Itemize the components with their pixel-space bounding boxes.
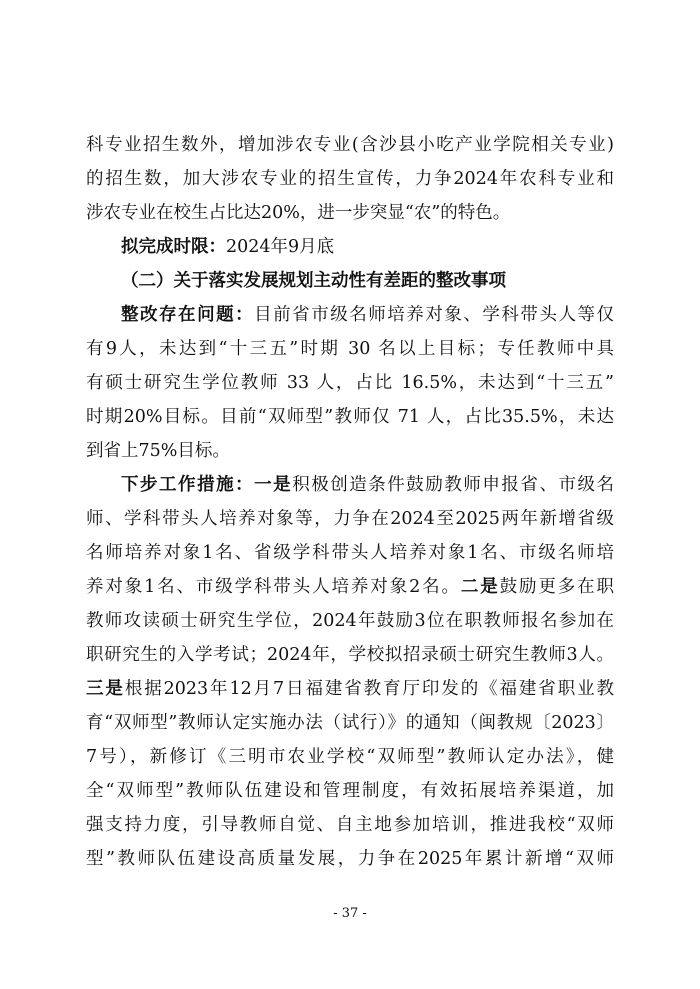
body-line: 7号），新修订《三明市农业学校“双师型”教师认定办法》，健 [86, 747, 614, 767]
body-line: 有9人，未达到“十三五”时期 30 名以上目标；专任教师中具 [86, 339, 614, 359]
issue-line: 整改存在问题：目前省市级名师培养对象、学科带头人等仅 [121, 305, 614, 325]
measures-line: 下步工作措施：一是积极创造条件鼓励教师申报省、市级名 [121, 475, 614, 495]
document-body [86, 128, 614, 876]
page-number: - 37 - [333, 906, 367, 921]
body-line: 养对象1名、市级学科带头人培养对象2名。二是鼓励更多在职 [86, 577, 614, 597]
body-line: 有硕士研究生学位教师 33 人，占比 16.5%，未达到“十三五” [86, 373, 614, 393]
body-line: 的招生数，加大涉农专业的招生宣传，力争2024年农科专业和 [86, 169, 614, 189]
body-line: 到省上75%目标。 [86, 441, 230, 461]
body-line: 时期20%目标。目前“双师型”教师仅 71 人，占比35.5%，未达 [86, 407, 614, 427]
body-line: 育“双师型”教师认定实施办法（试行）》的通知（闽教规〔2023〕 [86, 713, 614, 733]
body-line: 涉农专业在校生占比达20%，进一步突显“农”的特色。 [86, 203, 511, 223]
body-line: 全“双师型”教师队伍建设和管理制度，有效拓展培养渠道，加 [86, 781, 614, 801]
body-line: 名师培养对象1名、省级学科带头人培养对象1名、市级名师培 [86, 543, 614, 563]
body-line: 师、学科带头人培养对象等，力争在2024至2025两年新增省级 [86, 509, 614, 529]
deadline-line: 拟完成时限：2024年9月底 [121, 237, 335, 257]
body-line: 三是根据2023年12月7日福建省教育厅印发的《福建省职业教 [86, 679, 614, 699]
body-line: 强支持力度，引导教师自觉、自主地参加培训，推进我校“双师 [86, 815, 614, 835]
section-heading: （二）关于落实发展规划主动性有差距的整改事项 [121, 271, 506, 291]
body-line: 科专业招生数外，增加涉农专业(含沙县小吃产业学院相关专业) [86, 135, 614, 155]
body-line: 型”教师队伍建设高质量发展，力争在2025年累计新增“双师 [86, 849, 614, 869]
body-line: 职研究生的入学考试；2024年，学校拟招录硕士研究生教师3人。 [86, 645, 614, 665]
body-line: 教师攻读硕士研究生学位，2024年鼓励3位在职教师报名参加在 [86, 611, 614, 631]
